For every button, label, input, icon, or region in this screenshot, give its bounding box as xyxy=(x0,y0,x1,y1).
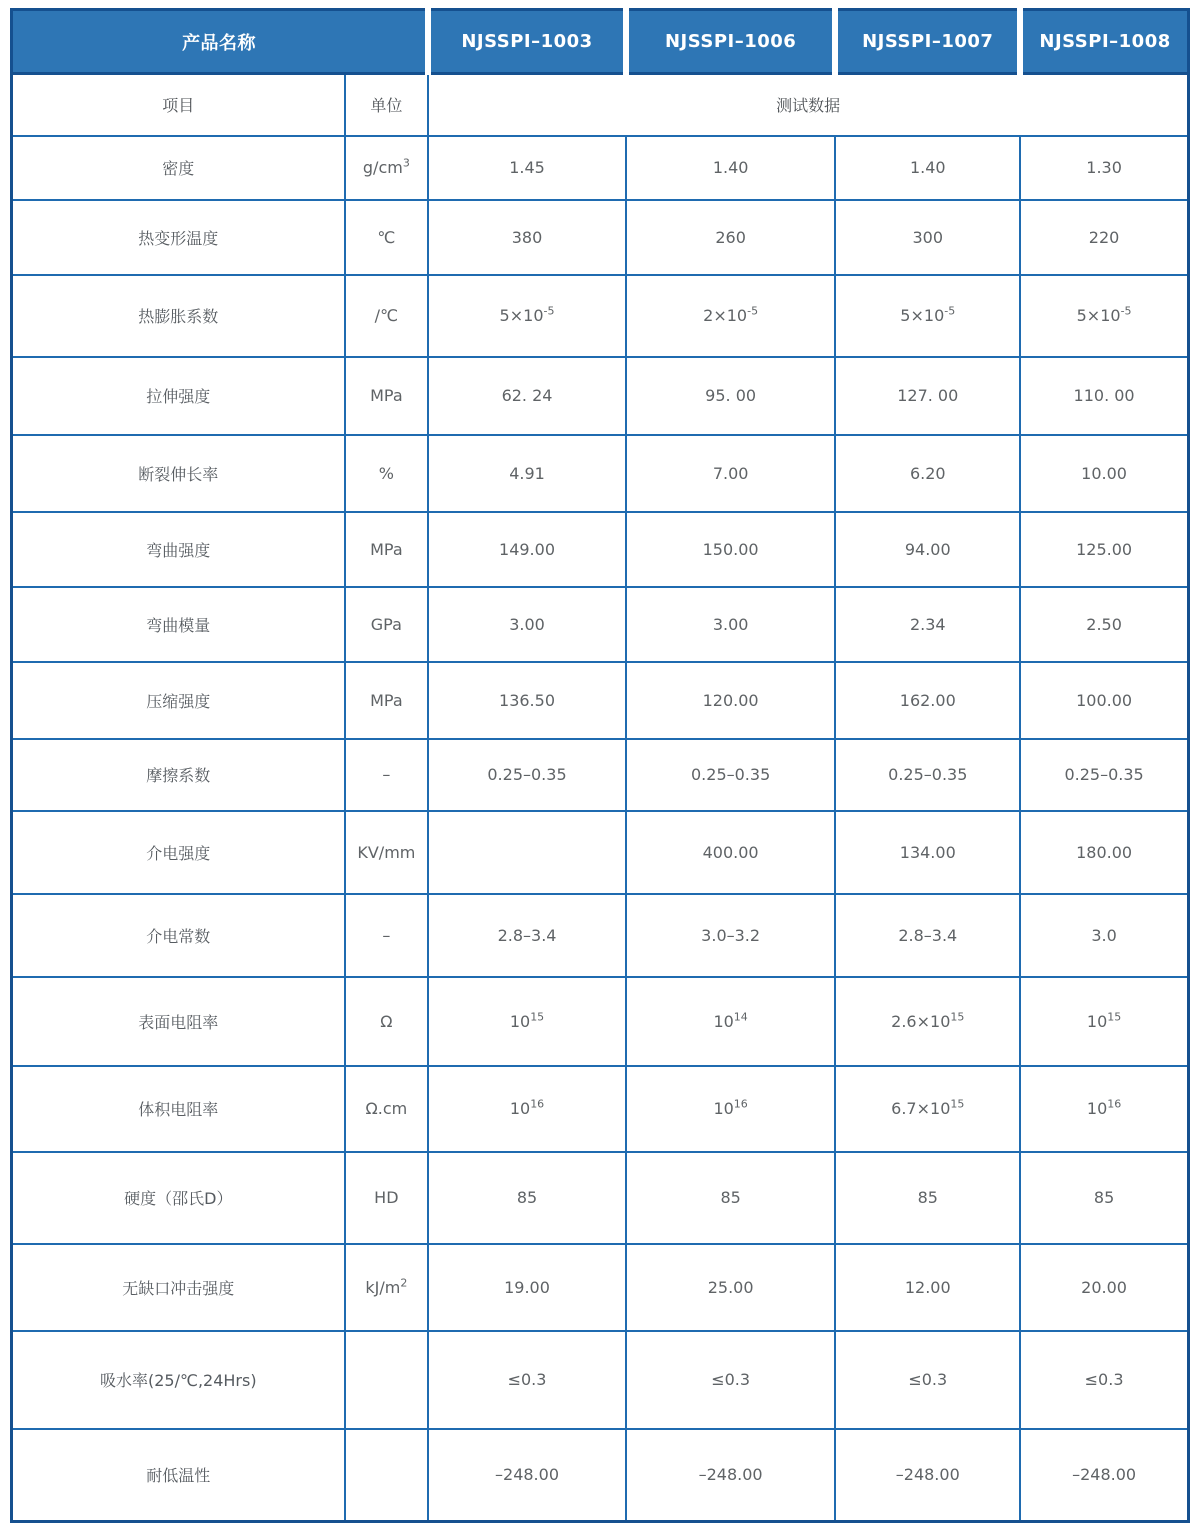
value-cell: 2.8–3.4 xyxy=(835,894,1020,977)
unit-header: 单位 xyxy=(345,74,429,136)
property-label: 无缺口冲击强度 xyxy=(12,1244,345,1331)
value-cell: 3.00 xyxy=(626,587,836,662)
unit-cell xyxy=(345,1331,429,1429)
value-cell: 0.25–0.35 xyxy=(1020,739,1188,811)
value-cell: $5\times 10^{-5}$ xyxy=(1020,275,1188,357)
value-cell: 20.00 xyxy=(1020,1244,1188,1331)
value-cell: 3.0 xyxy=(1020,894,1188,977)
table-row xyxy=(12,512,1189,587)
table-row xyxy=(12,275,1189,357)
value-cell: ≤0.3 xyxy=(1020,1331,1188,1429)
value-cell: 3.00 xyxy=(428,587,626,662)
table-row xyxy=(12,1331,1189,1429)
value-cell: $5\times 10^{-5}$ xyxy=(428,275,626,357)
value-cell: 162.00 xyxy=(835,662,1020,739)
value-cell: 85 xyxy=(626,1152,836,1244)
value-cell: 149.00 xyxy=(428,512,626,587)
value-cell: 85 xyxy=(835,1152,1020,1244)
property-label: 断裂伸长率 xyxy=(12,435,345,512)
property-label: 压缩强度 xyxy=(12,662,345,739)
value-cell: 150.00 xyxy=(626,512,836,587)
table-row xyxy=(12,1244,1189,1331)
product-spec-table xyxy=(10,8,1190,1523)
product-column-njsspi-1007: NJSSPI–1007 xyxy=(835,10,1020,74)
value-cell: 0.25–0.35 xyxy=(835,739,1020,811)
value-cell: 85 xyxy=(1020,1152,1188,1244)
value-cell: 110. 00 xyxy=(1020,357,1188,435)
value-cell: 180.00 xyxy=(1020,811,1188,894)
value-cell: $10^{16}$ xyxy=(626,1066,836,1152)
header-row xyxy=(12,10,1189,74)
property-label: 拉伸强度 xyxy=(12,357,345,435)
value-cell: 3.0–3.2 xyxy=(626,894,836,977)
value-cell: 25.00 xyxy=(626,1244,836,1331)
unit-cell: % xyxy=(345,435,429,512)
value-cell: 10.00 xyxy=(1020,435,1188,512)
table-row xyxy=(12,435,1189,512)
value-cell: $10^{16}$ xyxy=(1020,1066,1188,1152)
property-label: 耐低温性 xyxy=(12,1429,345,1522)
value-cell: 134.00 xyxy=(835,811,1020,894)
table-row xyxy=(12,977,1189,1066)
table-row xyxy=(12,739,1189,811)
table-row xyxy=(12,811,1189,894)
table-row xyxy=(12,200,1189,275)
subheader-row xyxy=(12,74,1189,136)
unit-cell: GPa xyxy=(345,587,429,662)
value-cell: 2.34 xyxy=(835,587,1020,662)
unit-cell: – xyxy=(345,739,429,811)
property-label: 体积电阻率 xyxy=(12,1066,345,1152)
value-cell: 0.25–0.35 xyxy=(428,739,626,811)
value-cell: ≤0.3 xyxy=(428,1331,626,1429)
property-label: 热变形温度 xyxy=(12,200,345,275)
property-label: 弯曲模量 xyxy=(12,587,345,662)
property-label: 硬度（邵氏D） xyxy=(12,1152,345,1244)
value-cell: 1.40 xyxy=(626,136,836,200)
value-cell: 7.00 xyxy=(626,435,836,512)
value-cell: 2.8–3.4 xyxy=(428,894,626,977)
property-label: 密度 xyxy=(12,136,345,200)
test-data-header: 测试数据 xyxy=(428,74,1188,136)
value-cell: ≤0.3 xyxy=(835,1331,1020,1429)
property-label: 摩擦系数 xyxy=(12,739,345,811)
value-cell: $2\times 10^{-5}$ xyxy=(626,275,836,357)
value-cell: 127. 00 xyxy=(835,357,1020,435)
value-cell: 85 xyxy=(428,1152,626,1244)
value-cell: $10^{16}$ xyxy=(428,1066,626,1152)
value-cell: –248.00 xyxy=(835,1429,1020,1522)
value-cell: $6.7\times 10^{15}$ xyxy=(835,1066,1020,1152)
unit-cell: MPa xyxy=(345,357,429,435)
table-row xyxy=(12,1066,1189,1152)
value-cell: 4.91 xyxy=(428,435,626,512)
unit-cell: KV/mm xyxy=(345,811,429,894)
value-cell: 6.20 xyxy=(835,435,1020,512)
unit-cell: $g/cm^3$ xyxy=(345,136,429,200)
value-cell: $10^{14}$ xyxy=(626,977,836,1066)
property-label: 吸水率(25/℃,24Hrs) xyxy=(12,1331,345,1429)
unit-cell: – xyxy=(345,894,429,977)
value-cell: 220 xyxy=(1020,200,1188,275)
value-cell: $10^{15}$ xyxy=(1020,977,1188,1066)
unit-cell: MPa xyxy=(345,662,429,739)
value-cell: 380 xyxy=(428,200,626,275)
value-cell: 300 xyxy=(835,200,1020,275)
value-cell: ≤0.3 xyxy=(626,1331,836,1429)
value-cell: –248.00 xyxy=(428,1429,626,1522)
table-row xyxy=(12,662,1189,739)
value-cell: $5\times 10^{-5}$ xyxy=(835,275,1020,357)
property-label: 热膨胀系数 xyxy=(12,275,345,357)
value-cell: 94.00 xyxy=(835,512,1020,587)
product-column-njsspi-1003: NJSSPI–1003 xyxy=(428,10,626,74)
unit-cell xyxy=(345,1429,429,1522)
product-column-njsspi-1008: NJSSPI–1008 xyxy=(1020,10,1188,74)
item-header: 项目 xyxy=(12,74,345,136)
property-label: 介电强度 xyxy=(12,811,345,894)
value-cell: 1.30 xyxy=(1020,136,1188,200)
product-column-njsspi-1006: NJSSPI–1006 xyxy=(626,10,836,74)
table-row xyxy=(12,1152,1189,1244)
unit-cell: /℃ xyxy=(345,275,429,357)
value-cell: 12.00 xyxy=(835,1244,1020,1331)
value-cell: $2.6\times 10^{15}$ xyxy=(835,977,1020,1066)
value-cell xyxy=(428,811,626,894)
table-row xyxy=(12,357,1189,435)
value-cell: 95. 00 xyxy=(626,357,836,435)
value-cell: 19.00 xyxy=(428,1244,626,1331)
unit-cell: ℃ xyxy=(345,200,429,275)
value-cell: 400.00 xyxy=(626,811,836,894)
table-row xyxy=(12,894,1189,977)
unit-cell: HD xyxy=(345,1152,429,1244)
value-cell: –248.00 xyxy=(1020,1429,1188,1522)
value-cell: 125.00 xyxy=(1020,512,1188,587)
value-cell: –248.00 xyxy=(626,1429,836,1522)
value-cell: 100.00 xyxy=(1020,662,1188,739)
value-cell: 136.50 xyxy=(428,662,626,739)
table-row xyxy=(12,136,1189,200)
property-label: 介电常数 xyxy=(12,894,345,977)
value-cell: 62. 24 xyxy=(428,357,626,435)
property-label: 表面电阻率 xyxy=(12,977,345,1066)
value-cell: 1.40 xyxy=(835,136,1020,200)
unit-cell: MPa xyxy=(345,512,429,587)
unit-cell: Ω.cm xyxy=(345,1066,429,1152)
property-label: 弯曲强度 xyxy=(12,512,345,587)
unit-cell: Ω xyxy=(345,977,429,1066)
value-cell: 2.50 xyxy=(1020,587,1188,662)
value-cell: 0.25–0.35 xyxy=(626,739,836,811)
unit-cell: $kJ/m^2$ xyxy=(345,1244,429,1331)
value-cell: $10^{15}$ xyxy=(428,977,626,1066)
value-cell: 1.45 xyxy=(428,136,626,200)
value-cell: 260 xyxy=(626,200,836,275)
value-cell: 120.00 xyxy=(626,662,836,739)
table-row xyxy=(12,587,1189,662)
table-row xyxy=(12,1429,1189,1522)
product-name-header: 产品名称 xyxy=(12,10,429,74)
